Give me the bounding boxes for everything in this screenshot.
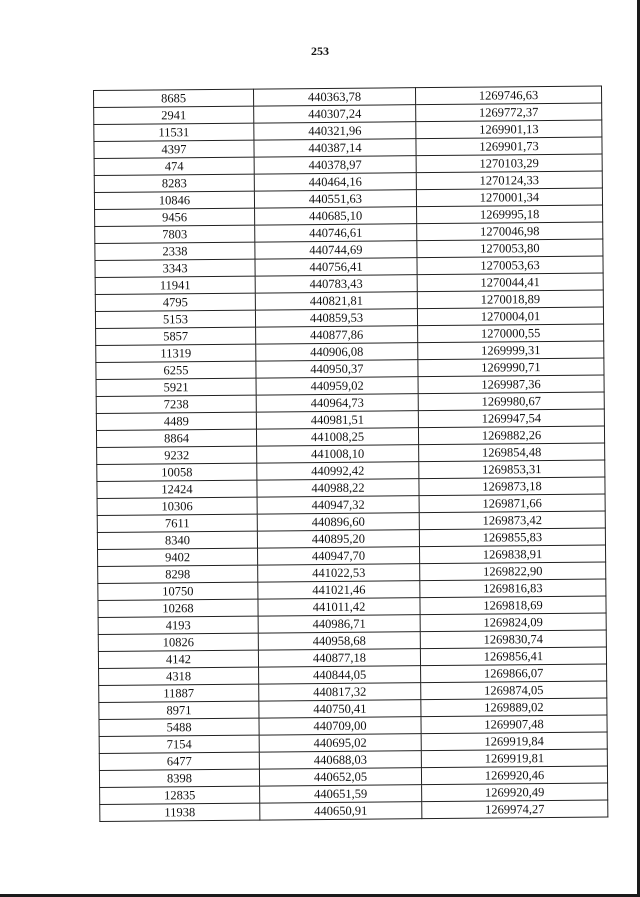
point-id-cell: 8864 <box>96 429 256 447</box>
y-coordinate-cell: 1269856,41 <box>420 647 606 666</box>
point-id-cell: 10058 <box>97 463 257 481</box>
x-coordinate-cell: 440950,37 <box>256 360 418 378</box>
y-coordinate-cell: 1270124,33 <box>416 171 602 190</box>
point-id-cell: 9232 <box>97 446 257 464</box>
point-id-cell: 8685 <box>94 89 254 107</box>
point-id-cell: 11319 <box>96 344 256 362</box>
point-id-cell: 11938 <box>100 803 260 821</box>
y-coordinate-cell: 1269822,90 <box>420 562 606 581</box>
point-id-cell: 11887 <box>99 684 259 702</box>
x-coordinate-cell: 440307,24 <box>254 105 416 123</box>
y-coordinate-cell: 1269772,37 <box>416 103 602 122</box>
y-coordinate-cell: 1269855,83 <box>419 528 605 547</box>
coordinates-table-wrapper <box>93 86 607 822</box>
x-coordinate-cell: 440783,43 <box>255 275 417 293</box>
y-coordinate-cell: 1269919,84 <box>421 732 607 751</box>
point-id-cell: 5488 <box>99 718 259 736</box>
y-coordinate-cell: 1269838,91 <box>419 545 605 564</box>
y-coordinate-cell: 1269816,83 <box>420 579 606 598</box>
point-id-cell: 4142 <box>98 650 258 668</box>
point-id-cell: 2941 <box>94 106 254 124</box>
point-id-cell: 474 <box>94 157 254 175</box>
x-coordinate-cell: 440817,32 <box>259 683 421 701</box>
point-id-cell: 6477 <box>99 752 259 770</box>
point-id-cell: 10306 <box>97 497 257 515</box>
point-id-cell: 7238 <box>96 395 256 413</box>
x-coordinate-cell: 440464,16 <box>254 173 416 191</box>
point-id-cell: 10750 <box>98 582 258 600</box>
point-id-cell: 7154 <box>99 735 259 753</box>
point-id-cell: 2338 <box>95 242 255 260</box>
x-coordinate-cell: 440947,32 <box>257 496 419 514</box>
y-coordinate-cell: 1269824,09 <box>420 613 606 632</box>
coordinates-table <box>93 86 608 822</box>
y-coordinate-cell: 1269980,67 <box>418 392 604 411</box>
x-coordinate-cell: 440895,20 <box>257 530 419 548</box>
x-coordinate-cell: 440744,69 <box>255 241 417 259</box>
x-coordinate-cell: 440321,96 <box>254 122 416 140</box>
y-coordinate-cell: 1269818,69 <box>420 596 606 615</box>
x-coordinate-cell: 440551,63 <box>254 190 416 208</box>
point-id-cell: 5921 <box>96 378 256 396</box>
point-id-cell: 5857 <box>96 327 256 345</box>
point-id-cell: 4193 <box>98 616 258 634</box>
x-coordinate-cell: 440378,97 <box>254 156 416 174</box>
point-id-cell: 11941 <box>95 276 255 294</box>
y-coordinate-cell: 1269901,73 <box>416 137 602 156</box>
x-coordinate-cell: 440651,59 <box>260 785 422 803</box>
x-coordinate-cell: 441022,53 <box>258 564 420 582</box>
point-id-cell: 5153 <box>95 310 255 328</box>
point-id-cell: 10826 <box>98 633 258 651</box>
x-coordinate-cell: 440992,42 <box>257 462 419 480</box>
point-id-cell: 4397 <box>94 140 254 158</box>
y-coordinate-cell: 1269830,74 <box>420 630 606 649</box>
y-coordinate-cell: 1269874,05 <box>421 681 607 700</box>
y-coordinate-cell: 1270000,55 <box>418 324 604 343</box>
page-number: 253 <box>311 44 329 58</box>
y-coordinate-cell: 1270103,29 <box>416 154 602 173</box>
y-coordinate-cell: 1269999,31 <box>418 341 604 360</box>
point-id-cell: 9402 <box>98 548 258 566</box>
y-coordinate-cell: 1269947,54 <box>418 409 604 428</box>
x-coordinate-cell: 440650,91 <box>260 802 422 820</box>
x-coordinate-cell: 440988,22 <box>257 479 419 497</box>
point-id-cell: 7611 <box>97 514 257 532</box>
point-id-cell: 8283 <box>94 174 254 192</box>
y-coordinate-cell: 1269995,18 <box>417 205 603 224</box>
y-coordinate-cell: 1269920,49 <box>422 783 608 802</box>
y-coordinate-cell: 1269854,48 <box>419 443 605 462</box>
y-coordinate-cell: 1269974,27 <box>422 800 608 819</box>
x-coordinate-cell: 441008,10 <box>257 445 419 463</box>
point-id-cell: 10268 <box>98 599 258 617</box>
y-coordinate-cell: 1269901,13 <box>416 120 602 139</box>
point-id-cell: 10846 <box>94 191 254 209</box>
y-coordinate-cell: 1269746,63 <box>415 86 601 105</box>
y-coordinate-cell: 1269990,71 <box>418 358 604 377</box>
x-coordinate-cell: 440964,73 <box>256 394 418 412</box>
point-id-cell: 12424 <box>97 480 257 498</box>
x-coordinate-cell: 440688,03 <box>259 751 421 769</box>
point-id-cell: 12835 <box>100 786 260 804</box>
point-id-cell: 7803 <box>95 225 255 243</box>
x-coordinate-cell: 441008,25 <box>256 428 418 446</box>
x-coordinate-cell: 440387,14 <box>254 139 416 157</box>
point-id-cell: 4318 <box>99 667 259 685</box>
y-coordinate-cell: 1269873,18 <box>419 477 605 496</box>
point-id-cell: 3343 <box>95 259 255 277</box>
y-coordinate-cell: 1269919,81 <box>421 749 607 768</box>
y-coordinate-cell: 1270004,01 <box>417 307 603 326</box>
point-id-cell: 8298 <box>98 565 258 583</box>
x-coordinate-cell: 440652,05 <box>259 768 421 786</box>
y-coordinate-cell: 1269882,26 <box>418 426 604 445</box>
x-coordinate-cell: 440958,68 <box>258 632 420 650</box>
y-coordinate-cell: 1269866,07 <box>421 664 607 683</box>
y-coordinate-cell: 1269987,36 <box>418 375 604 394</box>
point-id-cell: 4795 <box>95 293 255 311</box>
x-coordinate-cell: 440906,08 <box>256 343 418 361</box>
y-coordinate-cell: 1270053,80 <box>417 239 603 258</box>
y-coordinate-cell: 1269907,48 <box>421 715 607 734</box>
y-coordinate-cell: 1269871,66 <box>419 494 605 513</box>
y-coordinate-cell: 1270046,98 <box>417 222 603 241</box>
point-id-cell: 11531 <box>94 123 254 141</box>
y-coordinate-cell: 1270018,89 <box>417 290 603 309</box>
x-coordinate-cell: 440709,00 <box>259 717 421 735</box>
x-coordinate-cell: 440695,02 <box>259 734 421 752</box>
x-coordinate-cell: 440746,61 <box>255 224 417 242</box>
y-coordinate-cell: 1269920,46 <box>421 766 607 785</box>
x-coordinate-cell: 440821,81 <box>255 292 417 310</box>
y-coordinate-cell: 1269853,31 <box>419 460 605 479</box>
y-coordinate-cell: 1270044,41 <box>417 273 603 292</box>
point-id-cell: 9456 <box>95 208 255 226</box>
y-coordinate-cell: 1269889,02 <box>421 698 607 717</box>
y-coordinate-cell: 1270001,34 <box>416 188 602 207</box>
x-coordinate-cell: 440986,71 <box>258 615 420 633</box>
point-id-cell: 8398 <box>99 769 259 787</box>
x-coordinate-cell: 440756,41 <box>255 258 417 276</box>
x-coordinate-cell: 440896,60 <box>257 513 419 531</box>
x-coordinate-cell: 440750,41 <box>259 700 421 718</box>
point-id-cell: 8971 <box>99 701 259 719</box>
x-coordinate-cell: 440947,70 <box>258 547 420 565</box>
y-coordinate-cell: 1269873,42 <box>419 511 605 530</box>
x-coordinate-cell: 440859,53 <box>255 309 417 327</box>
point-id-cell: 4489 <box>96 412 256 430</box>
point-id-cell: 6255 <box>96 361 256 379</box>
x-coordinate-cell: 440877,18 <box>258 649 420 667</box>
y-coordinate-cell: 1270053,63 <box>417 256 603 275</box>
x-coordinate-cell: 441021,46 <box>258 581 420 599</box>
x-coordinate-cell: 441011,42 <box>258 598 420 616</box>
x-coordinate-cell: 440844,05 <box>259 666 421 684</box>
x-coordinate-cell: 440959,02 <box>256 377 418 395</box>
x-coordinate-cell: 440363,78 <box>253 88 415 106</box>
point-id-cell: 8340 <box>97 531 257 549</box>
x-coordinate-cell: 440981,51 <box>256 411 418 429</box>
x-coordinate-cell: 440685,10 <box>255 207 417 225</box>
table-body <box>94 86 608 821</box>
x-coordinate-cell: 440877,86 <box>256 326 418 344</box>
